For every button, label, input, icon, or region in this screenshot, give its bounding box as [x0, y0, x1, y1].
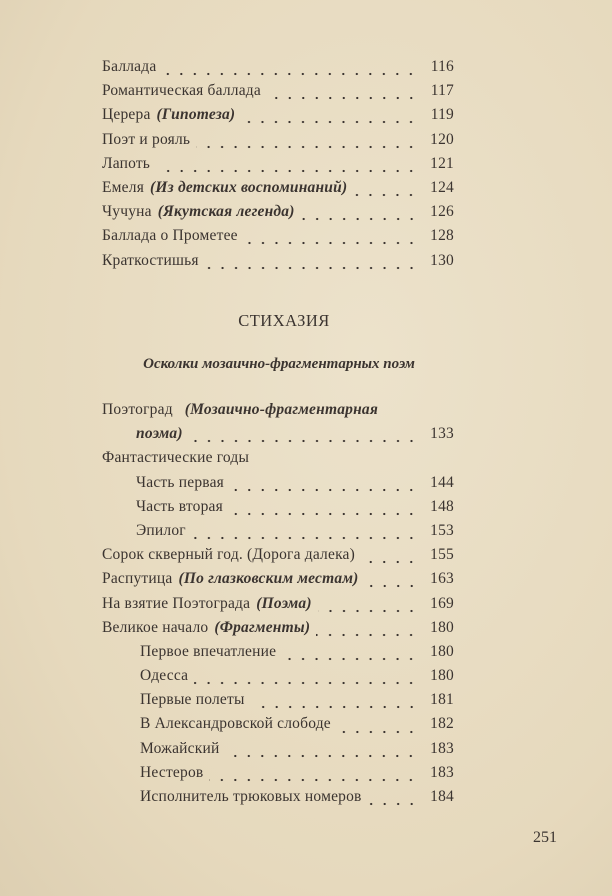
- entry-title: Распутица: [102, 570, 173, 588]
- entry-page: 148: [430, 497, 454, 515]
- entry-page: 117: [430, 82, 454, 100]
- toc-entry: [102, 179, 454, 203]
- dot-leader: [162, 72, 418, 76]
- entry-page: 183: [430, 739, 454, 757]
- dot-leader: [282, 657, 418, 661]
- dot-leader: [196, 145, 418, 149]
- toc-entry: [102, 203, 454, 227]
- entry-title: Поэтоград: [102, 401, 173, 418]
- toc-entry: [102, 58, 454, 82]
- entry-page: 180: [430, 618, 454, 636]
- toc-entry-continuation: [102, 425, 454, 449]
- toc-subentry: [102, 498, 454, 522]
- entry-subtitle: (Гипотеза): [156, 106, 236, 124]
- entry-title: На взятие Поэтограда: [102, 594, 251, 612]
- section-heading: СТИХАЗИЯ: [238, 311, 330, 330]
- entry-page: 126: [430, 203, 454, 221]
- dot-leader: [209, 778, 418, 782]
- entry-title: Лапоть: [102, 154, 151, 172]
- dot-leader: [316, 633, 418, 637]
- toc-entry: [102, 155, 454, 179]
- entry-subtitle: поэма): [136, 425, 183, 443]
- entry-title: Часть первая: [136, 473, 224, 491]
- dot-leader: [361, 560, 418, 564]
- dot-leader: [230, 488, 418, 492]
- entry-subtitle: (Фрагменты): [214, 618, 311, 636]
- entry-title: Одесса: [140, 667, 189, 685]
- entry-page: 155: [430, 546, 454, 564]
- entry-page: 116: [430, 58, 454, 75]
- entry-title: Великое начало: [102, 618, 209, 636]
- entry-page: 121: [430, 154, 454, 172]
- entry-subtitle: (Поэма): [256, 594, 312, 612]
- toc-subentry: [102, 691, 454, 715]
- entry-title: Чучуна: [102, 203, 152, 221]
- dot-leader: [251, 705, 418, 709]
- dot-leader: [353, 193, 418, 197]
- entry-title: Нестеров: [140, 763, 204, 781]
- toc-entry: [102, 619, 454, 643]
- entry-page: 182: [430, 715, 454, 733]
- entry-subtitle: (Мозаично-фрагментарная: [184, 401, 379, 418]
- toc-subentry: [102, 522, 454, 546]
- entry-page: 124: [430, 178, 454, 196]
- toc-subentry: [102, 474, 454, 498]
- toc-entry-poetograd: [102, 401, 454, 425]
- toc-entry: [102, 449, 454, 473]
- entry-page: 130: [430, 251, 454, 269]
- toc-subentry: [102, 715, 454, 739]
- dot-leader: [267, 96, 418, 100]
- entry-page: 183: [430, 763, 454, 781]
- dot-leader: [244, 241, 418, 245]
- dot-leader: [241, 120, 418, 124]
- entry-title: Фантастические годы: [102, 449, 250, 467]
- dot-leader: [365, 584, 418, 588]
- toc-entry: [102, 570, 454, 594]
- toc-subentry: [102, 764, 454, 788]
- entry-title: Баллада о Прометее: [102, 227, 238, 245]
- entry-page: 120: [430, 130, 454, 148]
- section-subheading: Осколки мозаично-фрагментарных поэм: [143, 356, 415, 372]
- toc-subentry: [102, 740, 454, 764]
- dot-leader: [225, 754, 418, 758]
- toc-entry: [102, 106, 454, 130]
- toc-subentry: [102, 643, 454, 667]
- page-number: 251: [533, 829, 557, 846]
- toc-entry: [102, 82, 454, 106]
- entry-subtitle: (По глазковским местам): [178, 570, 359, 588]
- entry-page: 184: [430, 788, 454, 805]
- dot-leader: [192, 536, 418, 540]
- toc-section-2: [102, 401, 454, 812]
- entry-page: 169: [430, 594, 454, 612]
- dot-leader: [301, 217, 418, 221]
- entry-title: Поэт и рояль: [102, 130, 191, 148]
- entry-title: Емеля: [102, 178, 145, 196]
- entry-title: Краткостишья: [102, 251, 199, 269]
- entry-title: Эпилог: [136, 521, 186, 539]
- entry-title: В Александровской слободе: [140, 715, 331, 733]
- dot-leader: [189, 439, 418, 443]
- entry-page: 119: [430, 106, 454, 124]
- entry-title: Баллада: [102, 58, 157, 75]
- toc-subentry: [102, 788, 454, 812]
- toc-entry: [102, 227, 454, 251]
- entry-page: 180: [430, 642, 454, 660]
- entry-page: 180: [430, 667, 454, 685]
- toc-entry: [102, 595, 454, 619]
- dot-leader: [318, 609, 418, 613]
- toc-entry: [102, 131, 454, 155]
- entry-title: Первое впечатление: [140, 642, 277, 660]
- entry-subtitle: (Якутская легенда): [157, 203, 295, 221]
- dot-leader: [156, 169, 418, 173]
- entry-page: 133: [430, 425, 454, 443]
- entry-title: Романтическая баллада: [102, 82, 261, 100]
- toc-entry: [102, 252, 454, 276]
- entry-title: Церера: [102, 106, 151, 124]
- entry-page: 144: [430, 473, 454, 491]
- entry-page: 128: [430, 227, 454, 245]
- entry-page: 181: [430, 691, 454, 709]
- entry-title: Часть вторая: [136, 497, 223, 515]
- entry-title: Сорок скверный год. (Дорога далека): [102, 546, 356, 564]
- entry-page: 163: [430, 570, 454, 588]
- entry-title: Первые полеты: [140, 691, 245, 709]
- toc-entry: [102, 546, 454, 570]
- dot-leader: [368, 802, 418, 806]
- dot-leader: [337, 730, 418, 734]
- entry-page: 153: [430, 521, 454, 539]
- entry-title: Исполнитель трюковых номеров: [140, 788, 362, 805]
- dot-leader: [229, 512, 418, 516]
- toc-section-1: [102, 58, 454, 276]
- dot-leader: [205, 266, 418, 270]
- dot-leader: [194, 681, 418, 685]
- entry-title: Можайский: [140, 739, 220, 757]
- entry-subtitle: (Из детских воспоминаний): [150, 178, 348, 196]
- toc-subentry: [102, 667, 454, 691]
